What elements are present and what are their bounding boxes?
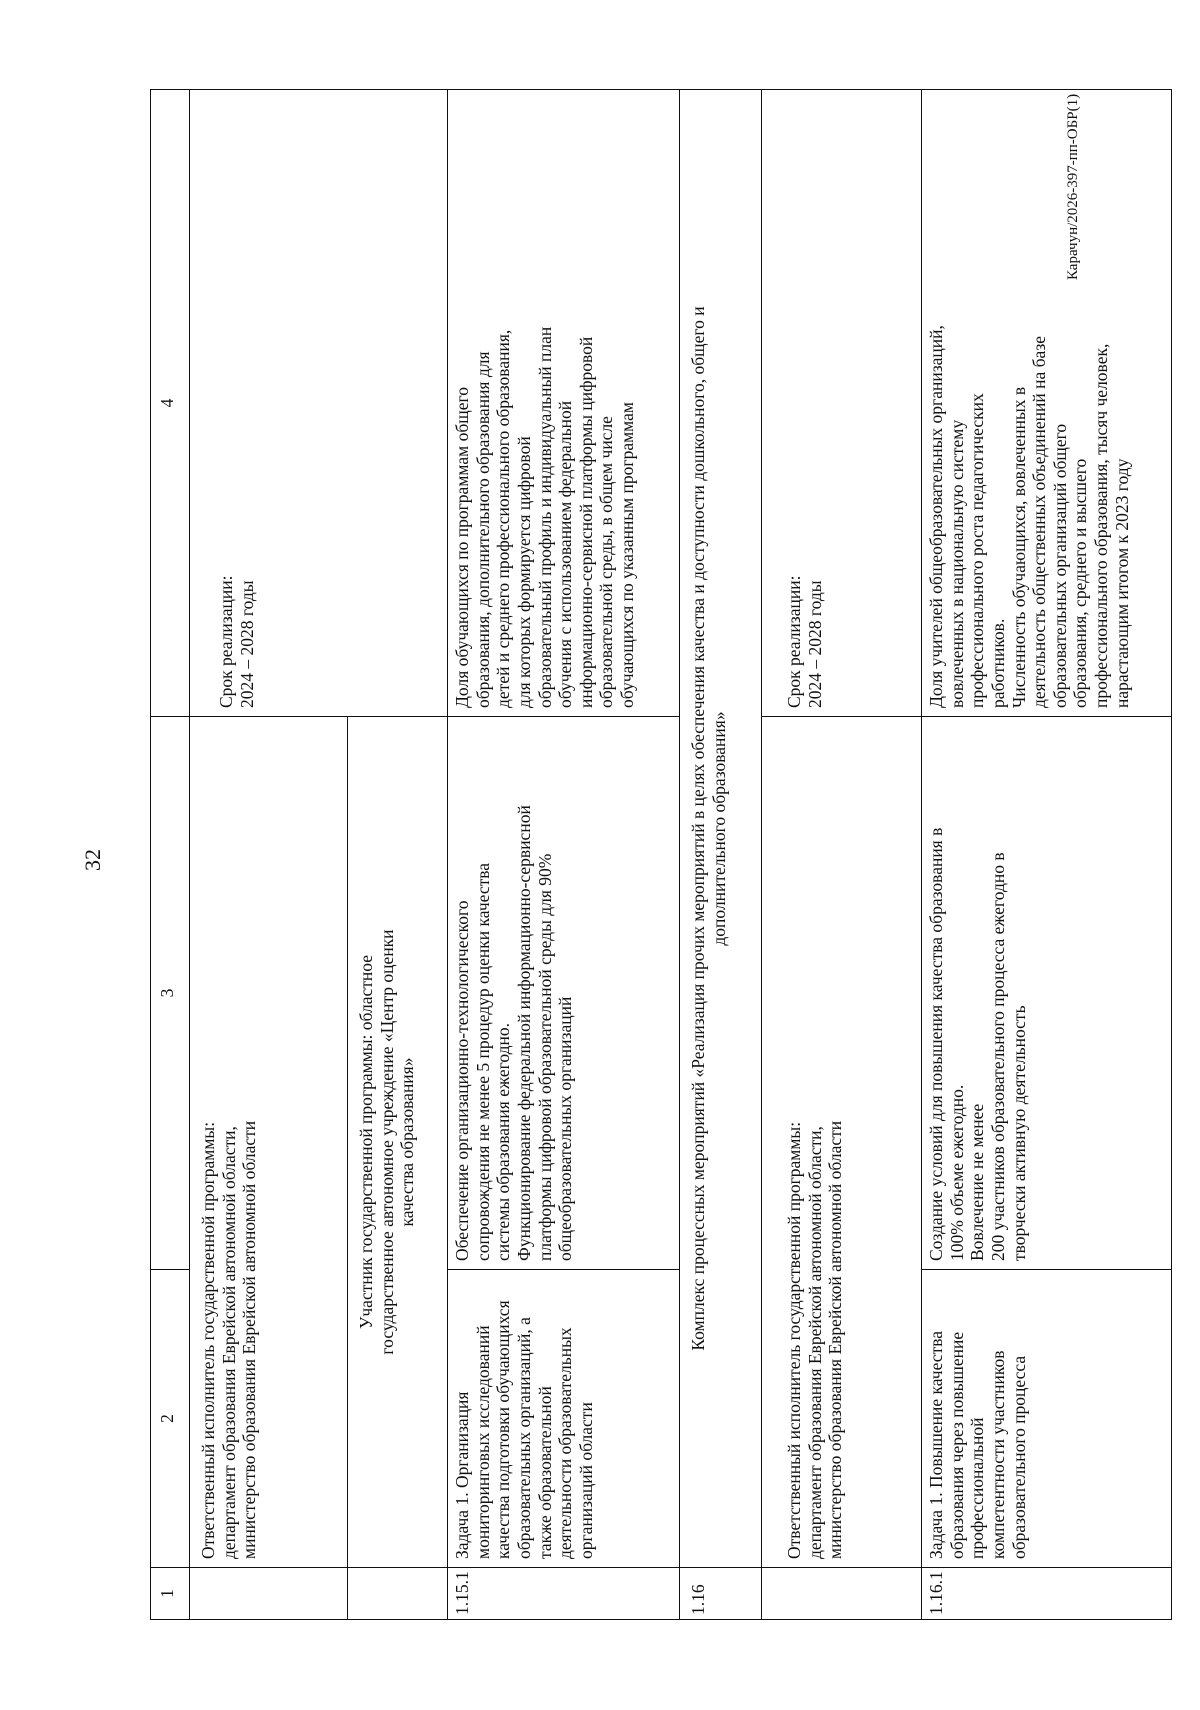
result-line: Создание условий для повышения качества образования в xyxy=(926,827,946,1261)
result-cell-1151 xyxy=(448,717,680,1270)
indicator-line: Доля обучающихся по программам общего xyxy=(452,387,472,708)
indicator-line: вовлеченных в национальную систему xyxy=(946,419,967,708)
result-line: 200 участников образовательного процесса ежегодно в xyxy=(987,852,1008,1261)
task-line: также образовательной xyxy=(534,1386,555,1559)
table-row-1161 xyxy=(922,90,1172,1620)
task-line: профессиональной xyxy=(967,1417,988,1559)
table-row-responsible-1115 xyxy=(190,90,348,1620)
complex-line: Комплекс процессных мероприятий «Реализация прочих мероприятий в целях обеспечения качества и доступности дошкольного, общего и xyxy=(688,306,708,1351)
result-line: Вовлечение не менее xyxy=(967,1103,988,1261)
participant-line: качества образования» xyxy=(397,1057,418,1227)
indicator-line: деятельность общественных объединений на базе xyxy=(1029,336,1050,708)
task-line: мониторинговых исследований xyxy=(472,1325,493,1559)
task-cell-1151 xyxy=(448,1270,680,1568)
indicator-line: работников. xyxy=(987,618,1008,708)
indicator-line: детей и среднего профессионального образования, xyxy=(493,329,514,708)
indicator-line: образовательный профиль и индивидуальный план xyxy=(534,326,555,708)
indicator-cell-1151 xyxy=(448,90,680,717)
indicator-cell-1161 xyxy=(922,90,1172,717)
result-cell-1161 xyxy=(922,717,1172,1270)
row-number-1161: 1.16.1 xyxy=(922,1568,1172,1620)
task-line: компетентности участников xyxy=(987,1350,1008,1559)
term-cell xyxy=(762,90,922,717)
indicator-line: нарастающим итогом к 2023 году xyxy=(1111,458,1132,708)
responsible-line: министерство образования Еврейской автономной области xyxy=(239,1120,260,1559)
term-line: 2024 – 2028 годы xyxy=(804,580,825,708)
task-line: образования через повышение xyxy=(946,1331,967,1559)
column-header-2: 2 xyxy=(151,1270,190,1568)
responsible-line: Ответственный исполнитель государственной программы: xyxy=(784,1121,804,1559)
table-header-row xyxy=(151,90,190,1620)
table-row-1151 xyxy=(448,90,680,1620)
result-line: Обеспечение организационно-технологического xyxy=(452,900,472,1261)
task-line: образовательных организаций, а xyxy=(513,1317,534,1559)
program-table xyxy=(150,89,1172,1620)
page-number: 32 xyxy=(80,849,105,871)
term-line: 2024 – 2028 годы xyxy=(236,580,257,708)
participant-line: государственное автономное учреждение «Центр оценки xyxy=(376,929,397,1355)
row-number-116: 1.16 xyxy=(680,1568,762,1620)
responsible-cell xyxy=(762,1092,922,1568)
cell-empty xyxy=(762,1568,922,1620)
cell-empty xyxy=(348,1568,448,1620)
column-header-4: 4 xyxy=(151,90,190,717)
column-header-1: 1 xyxy=(151,1568,190,1620)
indicator-line: образовательных организаций общего xyxy=(1049,423,1070,708)
task-line: качества подготовки обучающихся xyxy=(493,1300,514,1559)
task-line: организаций области xyxy=(575,1402,596,1559)
result-line: сопровождения не менее 5 процедур оценки качества xyxy=(472,862,493,1261)
cell-empty xyxy=(762,717,922,1092)
column-header-3: 3 xyxy=(151,717,190,1270)
responsible-line: департамент образования Еврейской автономной области, xyxy=(218,1126,239,1559)
responsible-line: Ответственный исполнитель государственной программы: xyxy=(198,1121,218,1559)
indicator-line: профессионального роста педагогических xyxy=(967,393,988,708)
responsible-line: департамент образования Еврейской автономной области, xyxy=(804,1126,825,1559)
rotated-page xyxy=(20,50,1132,1660)
complex-cell xyxy=(680,90,762,1568)
participant-cell xyxy=(348,717,448,1568)
responsible-cell xyxy=(190,1092,348,1568)
result-line: системы образования ежегодно. xyxy=(493,1023,514,1261)
participant-line: Участник государственной программы: областное xyxy=(356,955,376,1330)
result-line: платформы цифровой образовательной среды для 90% xyxy=(534,853,555,1261)
indicator-line: образования, среднего и высшего xyxy=(1070,458,1091,708)
indicator-line: Численность обучающихся, вовлеченных в xyxy=(1008,386,1029,708)
cell-empty xyxy=(190,717,348,1092)
row-number-1151: 1.15.1 xyxy=(448,1568,680,1620)
table-row-116 xyxy=(680,90,762,1620)
indicator-line: профессионального образования, тысяч человек, xyxy=(1091,343,1112,708)
complex-line: дополнительного образования» xyxy=(708,711,729,946)
task-line: Задача 1. Повышение качества xyxy=(926,1331,946,1559)
task-line: образовательного процесса xyxy=(1008,1355,1029,1559)
indicator-line: образования, дополнительного образования для xyxy=(472,351,493,708)
indicator-line: обучающихся по указанным программам xyxy=(617,402,638,708)
result-line: Функционирование федеральной информационно-сервисной xyxy=(513,805,534,1261)
table-row-responsible-116 xyxy=(762,90,922,1620)
term-line: Срок реализации: xyxy=(216,575,236,708)
responsible-line: министерство образования Еврейской автономной области xyxy=(825,1120,846,1559)
indicator-line: информационно-сервисной платформы цифровой xyxy=(575,336,596,708)
result-line: 100% объеме ежегодно. xyxy=(946,1084,967,1261)
footer-document-code: Карачун/2026-397-пп-ОБР(1) xyxy=(1065,93,1081,280)
cell-empty xyxy=(190,1568,348,1620)
indicator-line: Доля учителей общеобразовательных организаций, xyxy=(926,325,946,708)
term-line: Срок реализации: xyxy=(784,575,804,708)
task-cell-1161 xyxy=(922,1270,1172,1568)
task-line: Задача 1. Организация xyxy=(452,1391,472,1559)
task-line: деятельности образовательных xyxy=(555,1327,576,1559)
result-line: творчески активную деятельность xyxy=(1008,1005,1029,1261)
indicator-line: для которых формируется цифровой xyxy=(513,436,534,708)
result-line: общеобразовательных организаций xyxy=(555,996,576,1261)
term-cell xyxy=(190,90,448,717)
indicator-line: образовательной среды, в общем числе xyxy=(596,416,617,708)
indicator-line: обучения с использованием федеральной xyxy=(555,400,576,708)
